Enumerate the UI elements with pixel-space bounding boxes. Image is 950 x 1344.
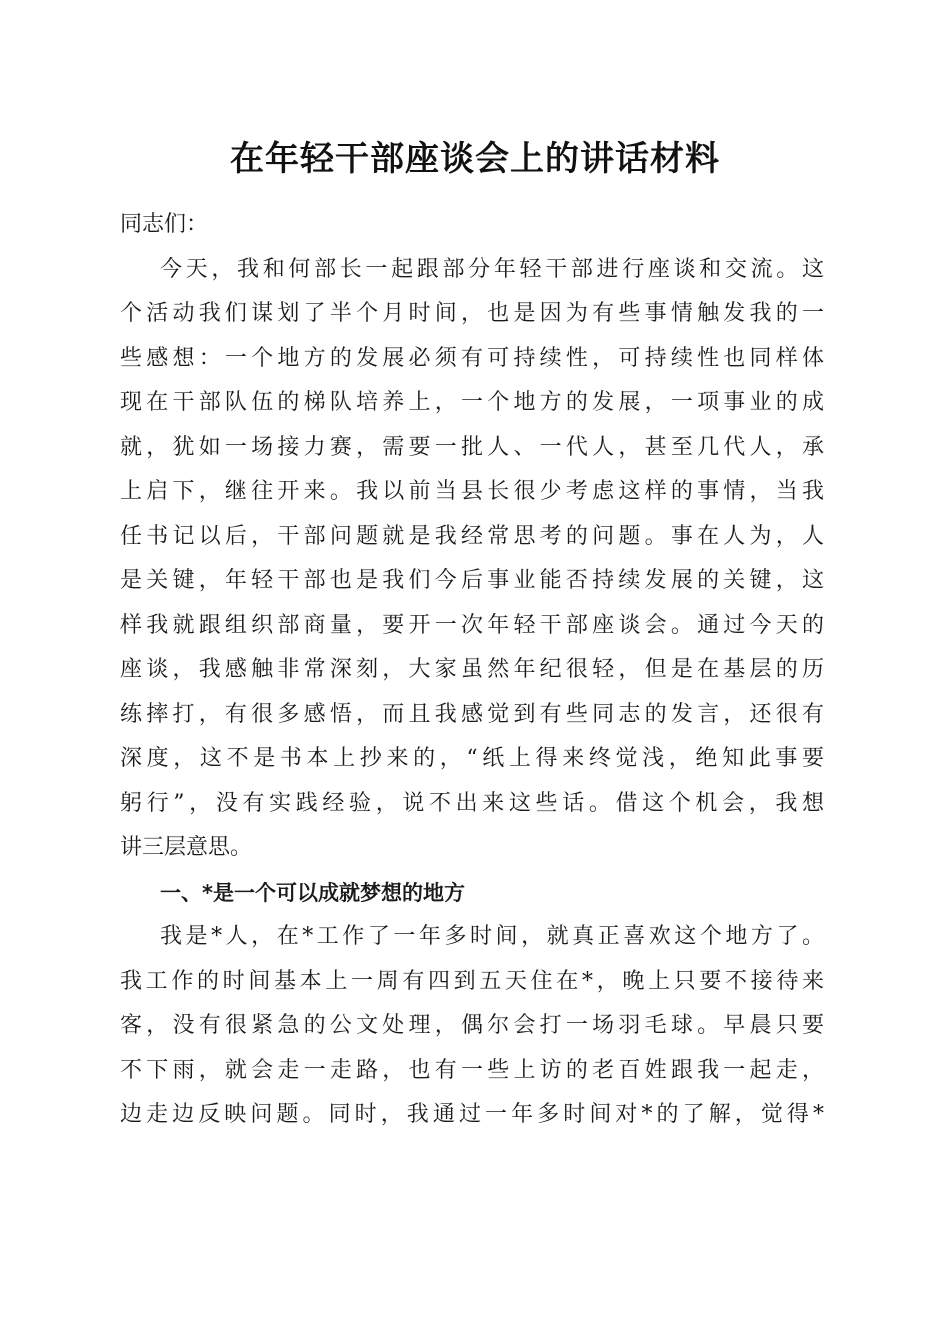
paragraph-line: 座谈，我感触非常深刻，大家虽然年纪很轻，但是在基层的历 — [120, 657, 824, 682]
paragraph-line: 些感想：一个地方的发展必须有可持续性，可持续性也同样体 — [120, 345, 824, 371]
paragraph-line: 练摔打，有很多感悟，而且我感觉到有些同志的发言，还很有 — [120, 701, 824, 727]
paragraph-line: 客，没有很紧急的公文处理，偶尔会打一场羽毛球。早晨只要 — [120, 1013, 824, 1038]
paragraph-line: 躬行”，没有实践经验，说不出来这些话。借这个机会，我想 — [120, 790, 824, 816]
paragraph-line: 我是*人，在*工作了一年多时间，就真正喜欢这个地方了。 — [160, 924, 824, 949]
document-title: 在年轻干部座谈会上的讲话材料 — [230, 139, 720, 179]
document-body — [120, 203, 824, 1138]
paragraph-line: 我工作的时间基本上一周有四到五天住在*，晚上只要不接待来 — [120, 968, 824, 994]
paragraph-line: 样我就跟组织部商量，要开一次年轻干部座谈会。通过今天的 — [120, 612, 824, 638]
paragraph-line: 就，犹如一场接力赛，需要一批人、一代人，甚至几代人，承 — [120, 434, 824, 460]
section-heading: 一、*是一个可以成就梦想的地方 — [160, 880, 465, 905]
paragraph-line: 上启下，继往开来。我以前当县长很少考虑这样的事情，当我 — [120, 479, 824, 504]
paragraph-2 — [120, 915, 824, 1138]
paragraph-1 — [120, 248, 824, 871]
salutation: 同志们： — [120, 212, 209, 237]
paragraph-line: 任书记以后，干部问题就是我经常思考的问题。事在人为，人 — [120, 523, 824, 549]
paragraph-line: 不下雨，就会走一走路，也有一些上访的老百姓跟我一起走， — [120, 1057, 824, 1083]
paragraph-line: 边走边反映问题。同时，我通过一年多时间对*的了解，觉得* — [120, 1102, 824, 1127]
paragraph-line: 现在干部队伍的梯队培养上，一个地方的发展，一项事业的成 — [120, 390, 824, 415]
paragraph-line: 讲三层意思。 — [120, 835, 253, 860]
paragraph-line: 个活动我们谋划了半个月时间，也是因为有些事情触发我的一 — [120, 301, 824, 326]
paragraph-line: 深度，这不是书本上抄来的，“纸上得来终觉浅，绝知此事要 — [120, 746, 824, 771]
paragraph-line: 是关键，年轻干部也是我们今后事业能否持续发展的关键，这 — [120, 568, 824, 593]
paragraph-line: 今天，我和何部长一起跟部分年轻干部进行座谈和交流。这 — [160, 256, 824, 282]
